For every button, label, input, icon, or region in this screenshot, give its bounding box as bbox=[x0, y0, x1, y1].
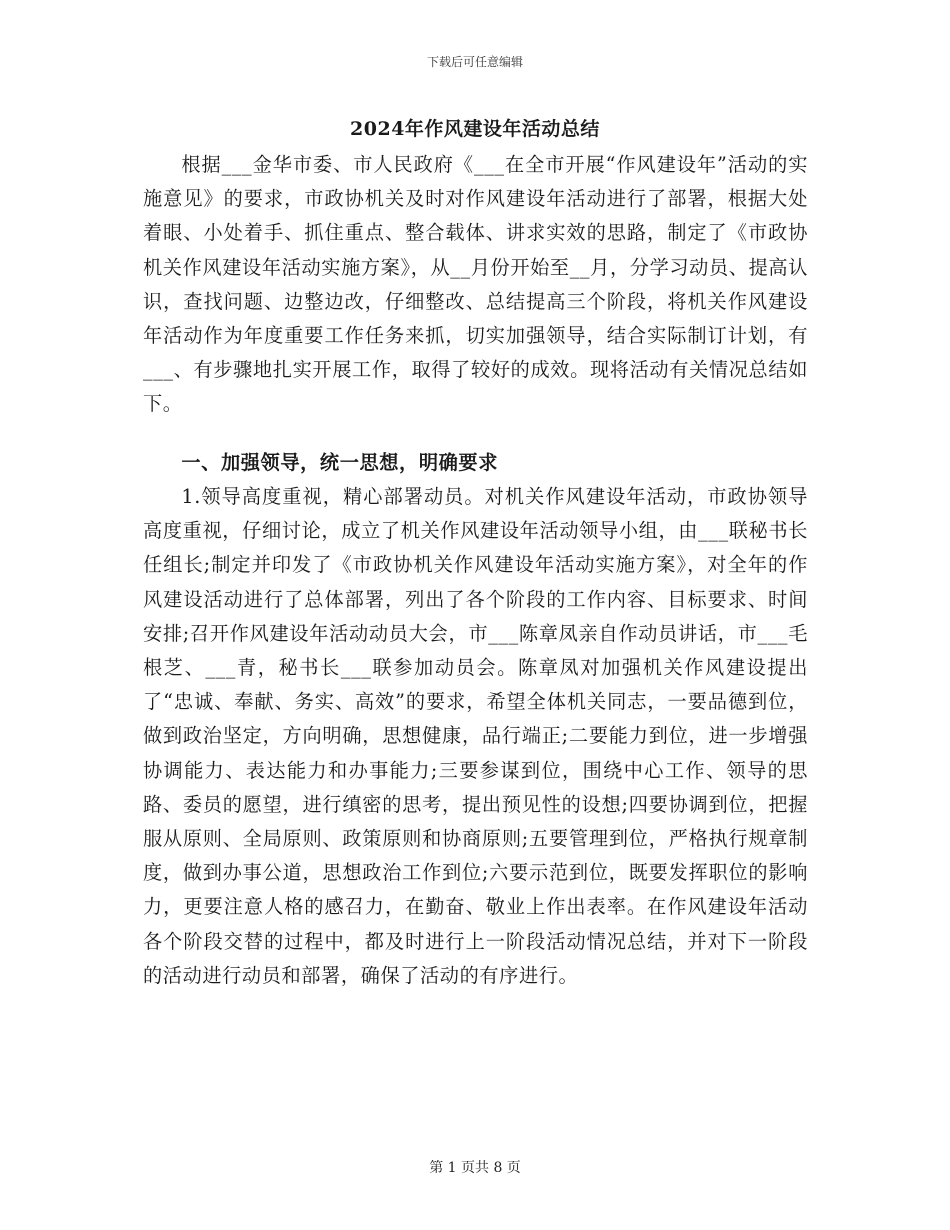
document-title: 2024年作风建设年活动总结 bbox=[350, 118, 600, 140]
section-heading: 一、加强领导，统一思想，明确要求 bbox=[181, 451, 498, 474]
section-paragraph: 1.领导高度重视，精心部署动员。对机关作风建设年活动，市政协领导高度重视，仔细讨论，成立了机关作风建设年活动领导小组，由___联秘书长任组长;制定并印发了《市政协机关作风建设年活动实施方案》，对全年的作风建设活动进行了总体部署，列出了各个阶段的工作内容、目标要求、时间安排;召开作风建设年活动动员大会，市___陈章凤亲自作动员讲话，市___毛根芝、___青，秘书长___联参加动员会。陈章凤对加强机关作风建设提出了“忠诚、奉献、务实、高效”的要求，希望全体机关同志，一要品德到位，做到政治坚定，方向明确，思想健康，品行端正;二要能力到位，进一步增强协调能力、表达能力和办事能力;三要参谋到位，围绕中心工作、领导的思路、委员的愿望，进行缜密的思考，提出预见性的设想;四要协调到位，把握服从原则、全局原则、政策原则和协商原则;五要管理到位，严格执行规章制度，做到办事公道，思想政治工作到位;六要示范到位，既要发挥职位的影响力，更要注意人格的感召力，在勤奋、敬业上作出表率。在作风建设年活动各个阶段交替的过程中，都及时进行上一阶段活动情况总结，并对下一阶段的活动进行动员和部署，确保了活动的有序进行。 bbox=[143, 485, 808, 987]
header-note: 下载后可任意编辑 bbox=[426, 55, 523, 69]
intro-paragraph: 根据___金华市委、市人民政府《___在全市开展“作风建设年”活动的实施意见》的要求，市政协机关及时对作风建设年活动进行了部署，根据大处着眼、小处着手、抓住重点、整合载体、讲求实效的思路，制定了《市政协机关作风建设年活动实施方案》，从__月份开始至__月，分学习动员、提高认识，查找问题、边整边改，仔细整改、总结提高三个阶段，将机关作风建设年活动作为年度重要工作任务来抓，切实加强领导，结合实际制订计划，有___、有步骤地扎实开展工作，取得了较好的成效。现将活动有关情况总结如下。 bbox=[143, 153, 808, 416]
page-footer: 第 1 页共 8 页 bbox=[429, 1160, 521, 1176]
